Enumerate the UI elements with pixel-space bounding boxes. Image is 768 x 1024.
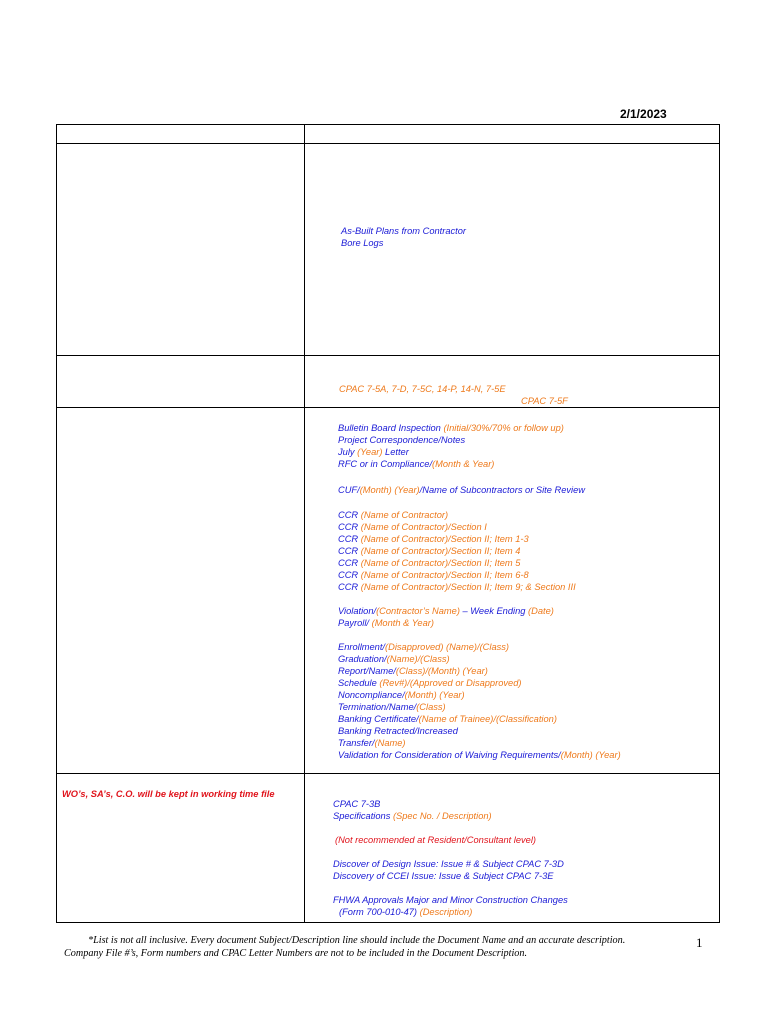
footnote bbox=[64, 934, 625, 960]
fhwa-line: FHWA Approvals Major and Minor Construction Changes bbox=[333, 895, 568, 905]
form-line: (Form 700-010-47) (Description) bbox=[339, 907, 473, 917]
table-header-left bbox=[56, 124, 305, 144]
banking-retracted-line: Banking Retracted/Increased bbox=[338, 726, 458, 736]
payroll-line: Payroll/ (Month & Year) bbox=[338, 618, 434, 628]
document-date: 2/1/2023 bbox=[620, 107, 667, 121]
cuf-line: CUF/(Month) (Year)/Name of Subcontractors or Site Review bbox=[338, 485, 585, 495]
row1-left bbox=[56, 143, 305, 356]
bulletin-line bbox=[338, 422, 621, 434]
schedule-line: Schedule (Rev#)/(Approved or Disapproved) bbox=[338, 678, 522, 688]
spacer bbox=[333, 882, 568, 894]
spacer bbox=[338, 496, 621, 509]
row3-left bbox=[56, 407, 305, 774]
noncompliance-line: Noncompliance/(Month) (Year) bbox=[338, 690, 465, 700]
spacer bbox=[338, 593, 621, 605]
not-recommended-line: (Not recommended at Resident/Consultant level) bbox=[335, 835, 537, 845]
violation-line: Violation/(Contractor’s Name) – Week Ending (Date) bbox=[338, 606, 554, 616]
ccr-line-2: CCR (Name of Contractor)/Section I bbox=[338, 522, 487, 532]
transfer-line: Transfer/(Name) bbox=[338, 738, 406, 748]
bore-logs-line: Bore Logs bbox=[341, 238, 384, 248]
specifications-line: Specifications (Spec No. / Description) bbox=[333, 811, 492, 821]
ccr-line-6: CCR (Name of Contractor)/Section II; Item 6-8 bbox=[338, 570, 529, 580]
ccr-line-1: CCR (Name of Contractor) bbox=[338, 510, 449, 520]
section4-list bbox=[333, 798, 568, 918]
spacer bbox=[338, 629, 621, 641]
cpac-sub-line: CPAC 7-5F bbox=[521, 396, 568, 406]
page-number: 1 bbox=[696, 935, 703, 950]
working-time-file-note: WO’s, SA’s, C.O. will be kept in working time file bbox=[62, 789, 275, 799]
row2-left bbox=[56, 355, 305, 408]
spacer bbox=[338, 470, 621, 484]
section2-list bbox=[339, 383, 568, 407]
cpac-main-line: CPAC 7-5A, 7-D, 7-5C, 14-P, 14-N, 7-5E bbox=[339, 384, 506, 394]
banking-certificate-line: Banking Certificate/(Name of Trainee)/(Classification) bbox=[338, 714, 557, 724]
footnote-line-2: Company File #’s, Form numbers and CPAC Letter Numbers are not to be included in the Document Description. bbox=[64, 948, 528, 959]
bulletin-name: Bulletin Board Inspection bbox=[338, 423, 444, 433]
spacer bbox=[333, 822, 568, 834]
table-header-right bbox=[304, 124, 720, 144]
cpac-7-3b-line: CPAC 7-3B bbox=[333, 799, 381, 809]
termination-line: Termination/Name/(Class) bbox=[338, 702, 446, 712]
footnote-line-1: *List is not all inclusive. Every document Subject/Description line should include the Document Name and an accurate description. bbox=[88, 935, 626, 946]
design-issue-line: Discover of Design Issue: Issue # & Subject CPAC 7-3D bbox=[333, 859, 564, 869]
ccr-line-4: CCR (Name of Contractor)/Section II; Item 4 bbox=[338, 546, 521, 556]
rfc-line: RFC or in Compliance/(Month & Year) bbox=[338, 459, 495, 469]
july-letter-line: July (Year) Letter bbox=[338, 447, 409, 457]
ccr-line-5: CCR (Name of Contractor)/Section II; Item 5 bbox=[338, 558, 521, 568]
validation-line: Validation for Consideration of Waiving Requirements/(Month) (Year) bbox=[338, 750, 621, 760]
graduation-line: Graduation/(Name)/(Class) bbox=[338, 654, 450, 664]
ccr-line-7: CCR (Name of Contractor)/Section II; Item 9; & Section III bbox=[338, 582, 576, 592]
ccei-issue-line: Discovery of CCEI Issue: Issue & Subject CPAC 7-3E bbox=[333, 871, 554, 881]
project-correspondence-line: Project Correspondence/Notes bbox=[338, 435, 466, 445]
section3-list bbox=[338, 422, 621, 761]
row1-right bbox=[304, 143, 720, 356]
bulletin-desc: (Initial/30%/70% or follow up) bbox=[443, 423, 564, 433]
section1-list bbox=[341, 225, 466, 249]
report-line: Report/Name/(Class)/(Month) (Year) bbox=[338, 666, 488, 676]
enrollment-line: Enrollment/(Disapproved) (Name)/(Class) bbox=[338, 642, 510, 652]
as-built-plans-line: As-Built Plans from Contractor bbox=[341, 226, 467, 236]
ccr-line-3: CCR (Name of Contractor)/Section II; Item 1-3 bbox=[338, 534, 529, 544]
spacer bbox=[333, 846, 568, 858]
